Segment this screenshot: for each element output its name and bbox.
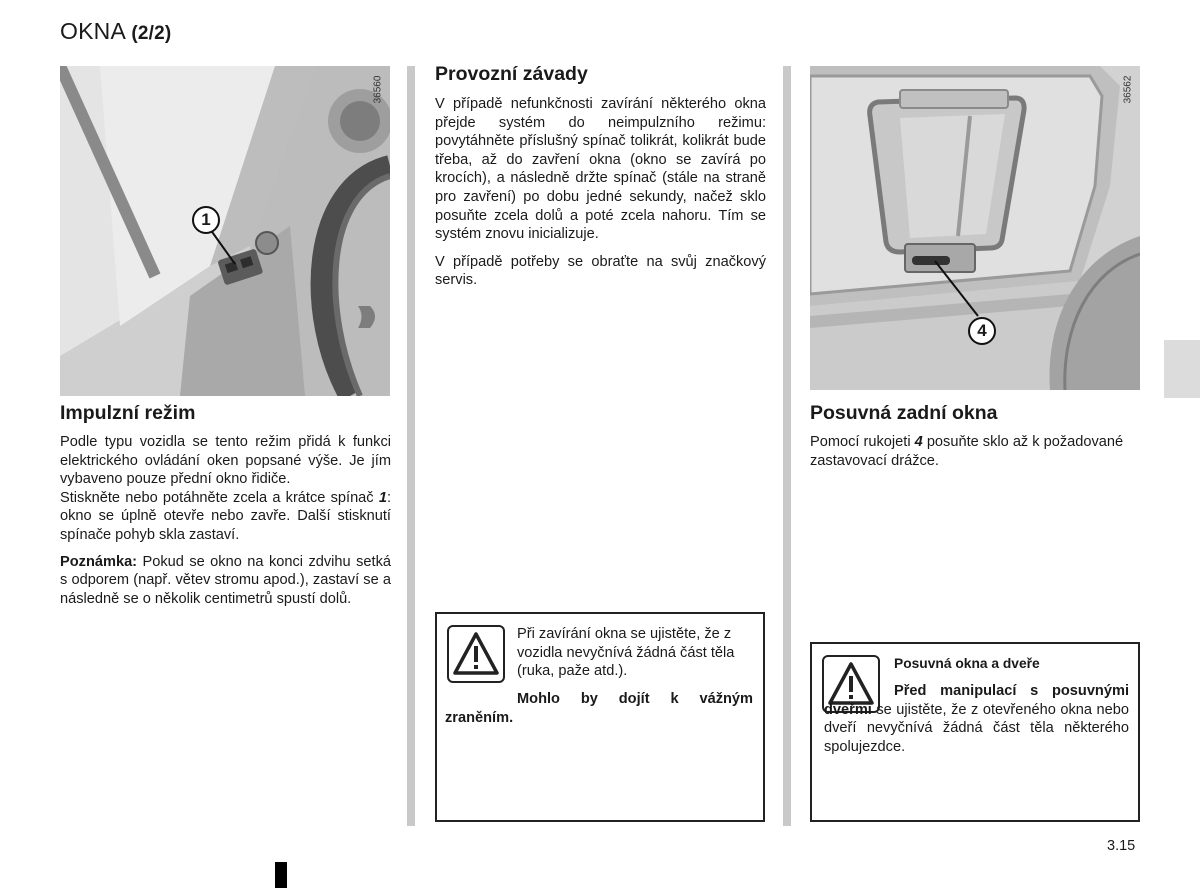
sliding-windows-paragraph bbox=[810, 433, 1141, 470]
impulse-mode-text bbox=[60, 433, 391, 608]
malfunctions-paragraph-2: V případě potřeby se obraťte na svůj značkový servis. bbox=[435, 253, 766, 289]
malfunctions-paragraph-1: V případě nefunkčnosti zavírání některého okna přejde systém do neimpulzního režimu: povytáhněte příslušný spínač tolikrát, kolikrát bude třeba, až do zavření okna (okno se zavírá po krocích), a následně držte spínač (stále na straně pro zavření) po dobu jedné sekundy, načež sklo posuňte zcela dolů a poté zcela nahoru. Tím se systém znovu inicializuje. bbox=[435, 96, 766, 243]
warning-body bbox=[824, 682, 1129, 756]
column-divider-left bbox=[407, 66, 415, 826]
warning-text: se ujistěte, že z otevřeného okna nebo dveří nevyčnívá žádná část těla některého spolujezdce. bbox=[824, 701, 1129, 755]
figure-sliding-window bbox=[810, 66, 1140, 390]
section-heading-malfunctions: Provozní závady bbox=[435, 63, 588, 85]
sliding-windows-text-end: posuňte sklo až k požadované zastavovací drážce. bbox=[810, 434, 1124, 469]
impulse-mode-p2-text-end: : okno se úplně otevře nebo zavře. Další stisknutí spínače pohyb skla zastaví. bbox=[60, 489, 391, 543]
warning-triangle-icon bbox=[447, 625, 505, 683]
sliding-windows-text-start: Pomocí rukojeti bbox=[810, 434, 915, 450]
warning-box-sliding-doors bbox=[810, 642, 1140, 822]
impulse-mode-note bbox=[60, 553, 391, 609]
impulse-mode-paragraph-1: Podle typu vozidla se tento režim přidá k funkci elektrického ovládání oken popsané výše. Je jím vybaveno pouze přední okno řidiče. bbox=[60, 434, 391, 488]
note-text: Pokud se okno na konci zdvihu setká s odporem (např. větev stromu apod.), zastaví se a následně se o několik centimetrů spustí dolů. bbox=[60, 553, 391, 607]
malfunctions-text bbox=[435, 95, 766, 290]
figure-code: 36560 bbox=[372, 75, 384, 104]
column-divider-right bbox=[783, 66, 791, 826]
crop-mark bbox=[275, 862, 287, 888]
page-number: 3.15 bbox=[1107, 838, 1136, 854]
warning-box-closing-window bbox=[435, 612, 765, 822]
door-switch-illustration bbox=[60, 66, 390, 396]
handle-reference: 4 bbox=[914, 434, 923, 450]
warning-bold-text: Mohlo by dojít k vážným zraněním. bbox=[445, 691, 753, 726]
warning-text: Při zavírání okna se ujistěte, že z vozidla nevyčnívá žádná část těla (ruka, paže atd.). bbox=[517, 626, 735, 680]
switch-reference: 1 bbox=[378, 489, 387, 506]
impulse-mode-p2-text: Stiskněte nebo potáhněte zcela a krátce spínač bbox=[60, 489, 379, 506]
figure-code: 36562 bbox=[1122, 75, 1134, 104]
page-title-part: (2/2) bbox=[131, 23, 172, 44]
warning-bold-text: Před manipulací s posuvnými dveřmi bbox=[824, 683, 1129, 718]
page-title bbox=[60, 18, 171, 45]
figure-door-switch bbox=[60, 66, 390, 396]
section-heading-impulse-mode: Impulzní režim bbox=[60, 402, 196, 424]
section-heading-sliding-windows: Posuvná zadní okna bbox=[810, 402, 998, 424]
note-label: Poznámka: bbox=[60, 553, 138, 570]
callout-1: 1 bbox=[192, 206, 220, 234]
warning-title: Posuvná okna a dveře bbox=[894, 656, 1040, 671]
callout-4: 4 bbox=[968, 317, 996, 345]
impulse-mode-paragraph-2 bbox=[60, 489, 391, 545]
page-title-text: OKNA bbox=[60, 18, 125, 44]
sliding-windows-text bbox=[810, 433, 1141, 470]
chapter-tab-marker bbox=[1164, 340, 1200, 398]
